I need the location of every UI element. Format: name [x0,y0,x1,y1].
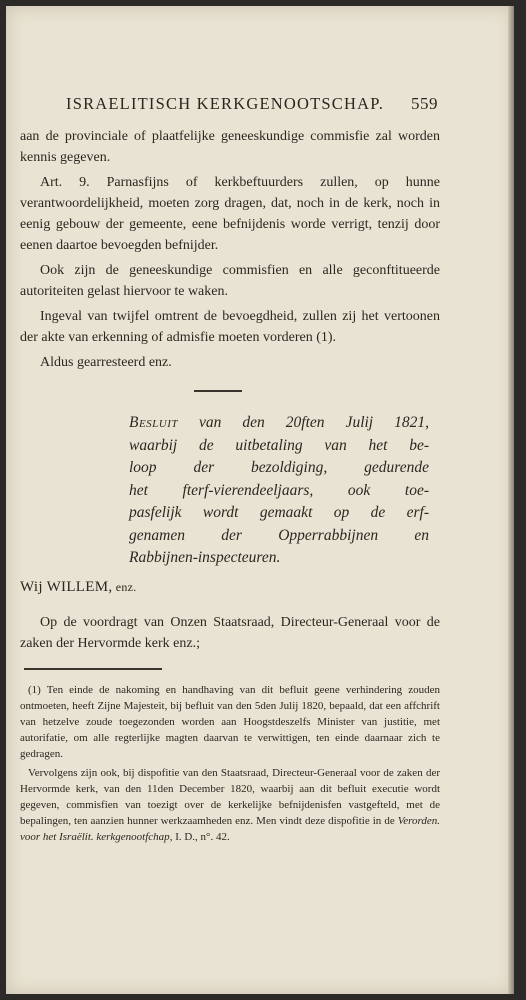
page-number: 559 [411,94,438,113]
decree-line-6: genamen der Opperrabbijnen en [129,526,429,544]
paragraph-doubt: Ingeval van twijfel omtrent de bevoegdheid, zullen zij het vertoonen der akte van erkenning of admisfie moeten vorderen (1). [20,309,440,345]
decree-heading [129,412,429,570]
book-page [6,6,514,994]
header-title: ISRAELITISCH KERKGENOOTSCHAP. [66,94,385,113]
decree-line-2: waarbij de uitbetaling van het be- [129,436,429,454]
decree-line-4: het fterf-vierendeeljaars, ook toe- [129,481,429,499]
decree-lead: Besluit [129,414,179,431]
footnote-divider [24,668,162,670]
decree-line-5: pasfelijk wordt gemaakt op de erf- [129,504,429,521]
royal-suffix: enz. [112,580,137,594]
proposal-paragraph [20,612,440,654]
section-divider [194,390,242,392]
decree-line-1-text: van den 20ften Julij 1821, [178,414,429,431]
footnote-2-citation: Verorden. voor het Israëlit. kerkgenootfchap [20,815,440,843]
decree-line-7: Rabbijnen-inspecteuren. [129,549,281,566]
footnote-2 [20,765,440,845]
running-header [66,94,438,114]
footnote-1: (1) Ten einde de nakoming en handhaving van dit befluit geene verhindering zouden ontmoeten, heeft Zijne Majesteit, bij befluit van den 5den Julij 1820, bepaald, dat een affchrift van hetzelve zoude toegezonden worden aan Hoogstdeszelfs Minister van justitie, met autorifatie, om alle regterlijke magten daarvan te verwittigen, ten einde daarnaar zich te gedragen. [20,684,440,760]
page-edge [508,6,514,994]
paragraph-art-9: Art. 9. Parnasfijns of kerkbeftuurders zullen, op hunne verantwoordelijkheid, moeten zorg dragen, dat, noch in de kerk, noch in eenig gebouw der gemeente, eene befnijdenis worde verrigt, tenzij door eenen daartoe bevoegden befnijder. [20,175,440,253]
main-text [20,126,440,373]
proposal-text: Op de voordragt van Onzen Staatsraad, Directeur-Generaal voor de zaken der Hervormde kerk enz.; [20,615,440,651]
footnotes [20,682,440,845]
paragraph-continuation: aan de provinciale of plaatfelijke geneeskundige commisfie zal worden kennis gegeven. [20,129,440,165]
decree-line-3: loop der bezoldiging, gedurende [129,459,429,476]
royal-formula [20,579,137,596]
paragraph-commissions: Ook zijn de geneeskundige commisfien en alle geconftitueerde autoriteiten gelast hiervoor te waken. [20,263,440,299]
paragraph-closing: Aldus gearresteerd enz. [40,355,172,370]
footnote-2-ref: , I. D., n°. 42. [169,831,230,843]
decree-line-1 [129,412,429,435]
footnote-2-text: Vervolgens zijn ook, bij dispofitie van den Staatsraad, Directeur-Generaal voor de zaken der Hervormde kerk, van den 11den December 1820, waarbij aan dit befluit executie wordt gegeven, commisfien van toezigt over de kerkelijke befnijdenisfen vastgefteld, met de bepalingen, ten aanzien hunner werkzaamheden enz. Men vindt deze dispofitie in de [20,767,440,827]
royal-name: Wij WILLEM, [20,579,113,595]
